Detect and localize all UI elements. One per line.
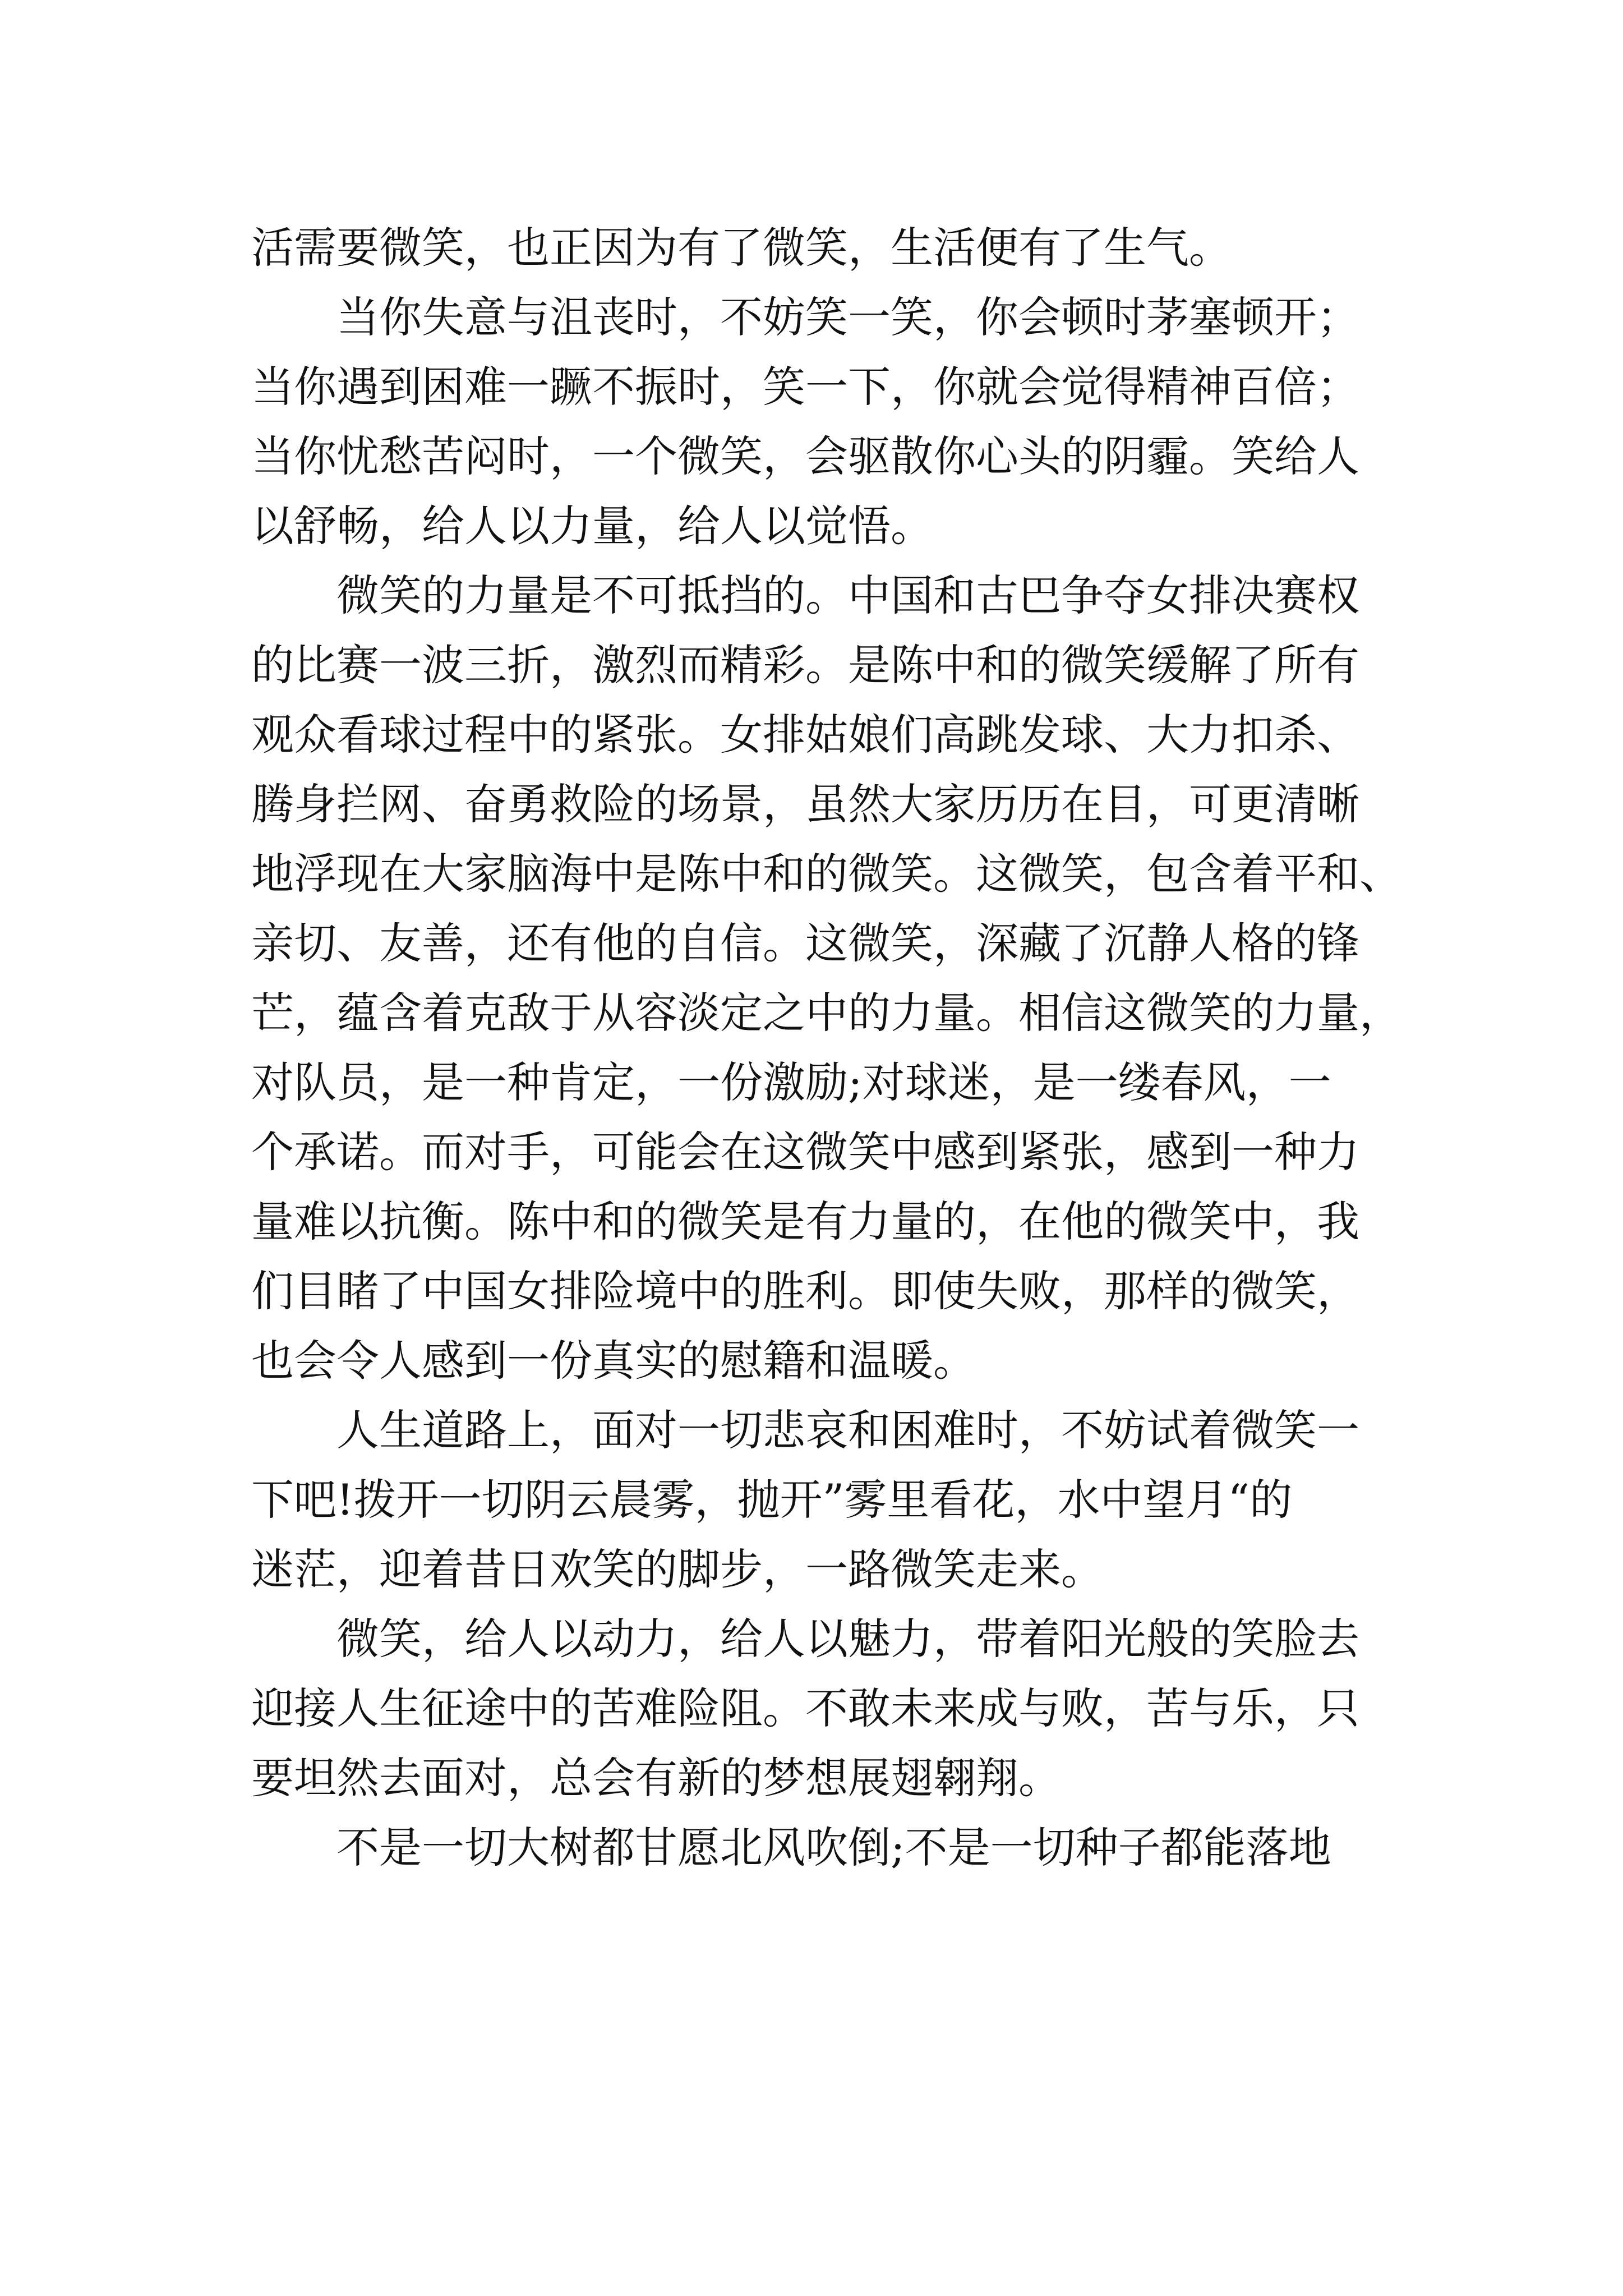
text-line: 地浮现在大家脑海中是陈中和的微笑。这微笑，包含着平和、 (251, 849, 1402, 899)
text-line: 以舒畅，给人以力量，给人以觉悟。 (251, 501, 933, 551)
text-line: 迷茫，迎着昔日欢笑的脚步，一路微笑走来。 (251, 1544, 1104, 1594)
text-line: 对队员，是一种肯定，一份激励;对球迷，是一缕春风，一 (251, 1057, 1331, 1107)
text-line: 当你失意与沮丧时，不妨笑一笑，你会顿时茅塞顿开； (336, 292, 1359, 342)
text-line: 迎接人生征途中的苦难险阻。不敢未来成与败，苦与乐，只 (251, 1683, 1359, 1733)
text-line: 亲切、友善，还有他的自信。这微笑，深藏了沉静人格的锋 (251, 918, 1359, 968)
text-line: 不是一切大树都甘愿北风吹倒;不是一切种子都能落地 (336, 1823, 1331, 1872)
text-line: 的比赛一波三折，激烈而精彩。是陈中和的微笑缓解了所有 (251, 640, 1359, 690)
text-line: 人生道路上，面对一切悲哀和困难时，不妨试着微笑一 (336, 1405, 1359, 1455)
text-line: 量难以抗衡。陈中和的微笑是有力量的，在他的微笑中，我 (251, 1197, 1359, 1246)
text-line: 微笑的力量是不可抵挡的。中国和古巴争夺女排决赛权 (336, 570, 1359, 620)
text-line: 观众看球过程中的紧张。女排姑娘们高跳发球、大力扣杀、 (251, 710, 1359, 760)
text-line: 当你忧愁苦闷时，一个微笑，会驱散你心头的阴霾。笑给人 (251, 431, 1359, 481)
text-line: 腾身拦网、奋勇救险的场景，虽然大家历历在目，可更清晰 (251, 779, 1359, 829)
text-line: 也会令人感到一份真实的慰籍和温暖。 (251, 1336, 976, 1386)
text-line: 活需要微笑，也正因为有了微笑，生活便有了生气。 (251, 223, 1232, 273)
text-line: 要坦然去面对，总会有新的梦想展翅翱翔。 (251, 1753, 1061, 1803)
text-line: 芒，蕴含着克敌于从容淡定之中的力量。相信这微笑的力量， (251, 988, 1402, 1038)
text-line: 当你遇到困难一蹶不振时，笑一下，你就会觉得精神百倍； (251, 362, 1359, 412)
document-body (251, 213, 1402, 1883)
text-line: 们目睹了中国女排险境中的胜利。即使失败，那样的微笑， (251, 1266, 1359, 1316)
text-line: 下吧!拨开一切阴云晨雾，抛开”雾里看花，水中望月“的 (251, 1475, 1293, 1525)
text-line: 微笑，给人以动力，给人以魅力，带着阳光般的笑脸去 (336, 1614, 1359, 1664)
text-line: 个承诺。而对手，可能会在这微笑中感到紧张，感到一种力 (251, 1127, 1359, 1177)
